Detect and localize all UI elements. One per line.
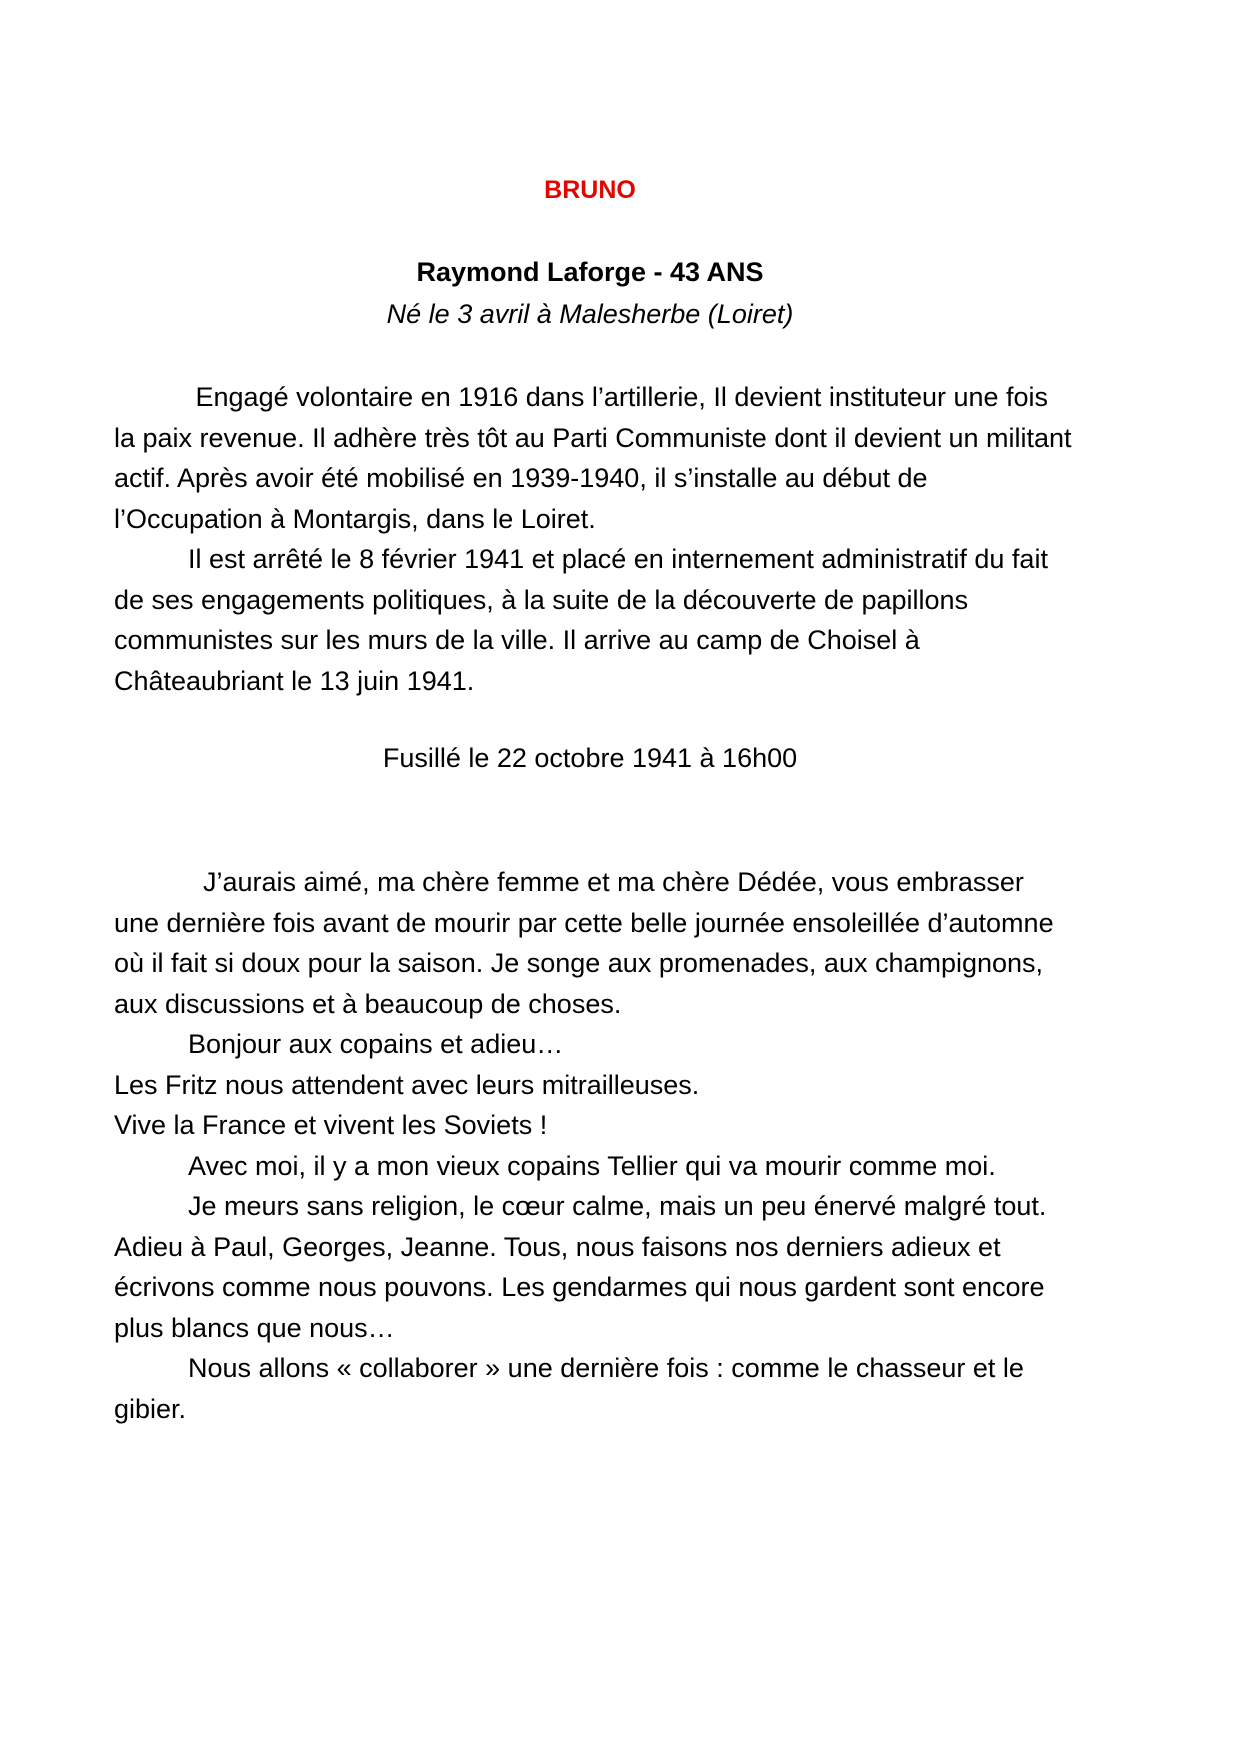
biography-paragraph-2: Il est arrêté le 8 février 1941 et placé en internement administratif du fait de ses engagements politiques, à la suite de la découverte de papillons communistes sur les murs de la ville. Il arrive au camp de Choisel à Châteaubriant le 13 juin 1941. bbox=[114, 544, 1048, 696]
farewell-letter bbox=[114, 862, 1074, 1429]
letter-paragraph-3: Les Fritz nous attendent avec leurs mitrailleuses. bbox=[114, 1069, 700, 1100]
birth-info: Né le 3 avril à Malesherbe (Loiret) bbox=[386, 299, 794, 329]
name-age-heading: Raymond Laforge - 43 ANS bbox=[416, 257, 764, 287]
letter-paragraph-7: Nous allons « collaborer » une dernière fois : comme le chasseur et le gibier. bbox=[114, 1353, 1024, 1424]
execution-date: Fusillé le 22 octobre 1941 à 16h00 bbox=[382, 743, 798, 773]
letter-paragraph-1: J’aurais aimé, ma chère femme et ma chère Dédée, vous embrasser une dernière fois avant de mourir par cette belle journée ensoleillée d’automne où il fait si doux pour la saison. Je songe aux promenades, aux champignons, aux discussions et à beaucoup de choses. bbox=[114, 867, 1062, 1019]
letter-paragraph-4: Vive la France et vivent les Soviets ! bbox=[114, 1110, 548, 1140]
biography-paragraph-1: Engagé volontaire en 1916 dans l’artillerie, Il devient instituteur une fois la paix revenue. Il adhère très tôt au Parti Communiste dont il devient un militant actif. Après avoir été mobilisé en 1939-1940, il s’installe au début de l’Occupation à Montargis, dans le Loiret. bbox=[114, 382, 1080, 534]
letter-paragraph-5: Avec moi, il y a mon vieux copains Tellier qui va mourir comme moi. bbox=[188, 1150, 996, 1181]
alias-heading: BRUNO bbox=[544, 176, 636, 204]
biography bbox=[114, 377, 1080, 701]
letter-paragraph-2: Bonjour aux copains et adieu… bbox=[188, 1029, 564, 1059]
letter-paragraph-6: Je meurs sans religion, le cœur calme, mais un peu énervé malgré tout. Adieu à Paul, Georges, Jeanne. Tous, nous faisons nos derniers adieux et écrivons comme nous pouvons. Les gendarmes qui nous gardent sont encore plus blancs que nous… bbox=[114, 1191, 1047, 1343]
